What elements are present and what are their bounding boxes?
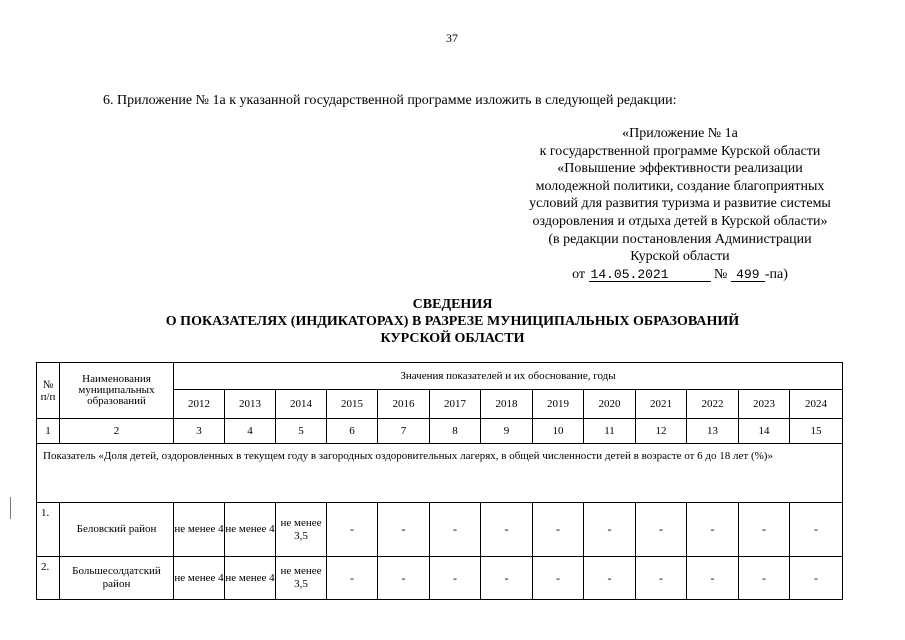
resolution-suffix: -па) (764, 266, 788, 282)
year-header: 2019 (533, 390, 584, 419)
column-index: 9 (481, 419, 533, 444)
value-2016: - (378, 557, 430, 600)
value-2012: не менее 4 (174, 557, 225, 600)
appendix-line: «Повышение эффективности реализации (557, 161, 803, 177)
value-2014: не менее 3,5 (276, 557, 327, 600)
header-values: Значения показателей и их обоснование, годы (174, 363, 843, 390)
municipality-name: Беловский район (60, 503, 174, 557)
value-2019: - (533, 503, 584, 557)
column-index: 11 (584, 419, 636, 444)
indicators-table (36, 362, 843, 600)
column-index: 15 (790, 419, 843, 444)
heading-title: СВЕДЕНИЯ (412, 297, 493, 312)
value-2014: не менее 3,5 (276, 503, 327, 557)
appendix-line: (в редакции постановления Администрации (548, 231, 812, 247)
value-2017: - (430, 557, 481, 600)
value-2013: не менее 4 (225, 557, 276, 600)
number-label: № (714, 266, 728, 282)
column-index: 14 (739, 419, 790, 444)
value-2021: - (636, 557, 687, 600)
resolution-number: 499 (731, 268, 765, 282)
table-row (37, 503, 843, 557)
appendix-line: молодежной политики, создание благоприятных (535, 178, 825, 194)
column-index: 6 (327, 419, 378, 444)
appendix-line: к государственной программе Курской области (539, 143, 821, 159)
heading-subtitle: О ПОКАЗАТЕЛЯХ (ИНДИКАТОРАХ) В РАЗРЕЗЕ МУНИЦИПАЛЬНЫХ ОБРАЗОВАНИЙ (165, 314, 740, 329)
year-header: 2012 (174, 390, 225, 419)
value-2015: - (327, 557, 378, 600)
table-row (37, 557, 843, 600)
intro-paragraph: 6. Приложение № 1а к указанной государственной программе изложить в следующей редакции: (103, 93, 677, 108)
value-2023: - (739, 503, 790, 557)
appendix-line: условий для развития туризма и развитие системы (529, 196, 831, 212)
column-index: 12 (636, 419, 687, 444)
year-header: 2022 (687, 390, 739, 419)
column-index: 1 (37, 419, 60, 444)
year-header: 2021 (636, 390, 687, 419)
column-index: 4 (225, 419, 276, 444)
column-index: 10 (533, 419, 584, 444)
value-2017: - (430, 503, 481, 557)
value-2019: - (533, 557, 584, 600)
appendix-line: оздоровления и отдыха детей в Курской области» (532, 213, 828, 229)
scan-margin-mark (10, 497, 11, 519)
year-header: 2020 (584, 390, 636, 419)
document-heading (0, 296, 905, 347)
year-header: 2023 (739, 390, 790, 419)
column-index: 13 (687, 419, 739, 444)
indicator-title: Показатель «Доля детей, оздоровленных в текущем году в загородных оздоровительных лагерях, в общей численности детей в возрасте от 6 до 18 лет (%)» (37, 444, 843, 503)
appendix-line: Курской области (630, 249, 730, 265)
value-2024: - (790, 503, 843, 557)
value-2020: - (584, 503, 636, 557)
value-2024: - (790, 557, 843, 600)
value-2020: - (584, 557, 636, 600)
year-header: 2018 (481, 390, 533, 419)
column-index: 2 (60, 419, 174, 444)
column-index: 7 (378, 419, 430, 444)
year-header: 2016 (378, 390, 430, 419)
value-2015: - (327, 503, 378, 557)
appendix-header (500, 125, 860, 283)
from-label: от (572, 266, 586, 282)
value-2018: - (481, 503, 533, 557)
column-index: 3 (174, 419, 225, 444)
page-number: 37 (446, 31, 458, 45)
header-municipality: Наименования муниципальных образований (60, 363, 174, 419)
year-header: 2013 (225, 390, 276, 419)
year-header: 2014 (276, 390, 327, 419)
municipality-name: Большесолдатский район (60, 557, 174, 600)
value-2018: - (481, 557, 533, 600)
resolution-date: 14.05.2021 (589, 268, 711, 282)
value-2022: - (687, 503, 739, 557)
appendix-line: «Приложение № 1а (622, 126, 738, 141)
value-2012: не менее 4 (174, 503, 225, 557)
row-number: 2. (37, 557, 60, 600)
column-index: 8 (430, 419, 481, 444)
header-nn: № п/п (37, 363, 60, 419)
year-header: 2015 (327, 390, 378, 419)
value-2021: - (636, 503, 687, 557)
value-2022: - (687, 557, 739, 600)
value-2013: не менее 4 (225, 503, 276, 557)
column-index: 5 (276, 419, 327, 444)
year-header: 2017 (430, 390, 481, 419)
resolution-line (500, 266, 860, 284)
year-header: 2024 (790, 390, 843, 419)
value-2023: - (739, 557, 790, 600)
value-2016: - (378, 503, 430, 557)
heading-region: КУРСКОЙ ОБЛАСТИ (380, 331, 525, 346)
row-number: 1. (37, 503, 60, 557)
